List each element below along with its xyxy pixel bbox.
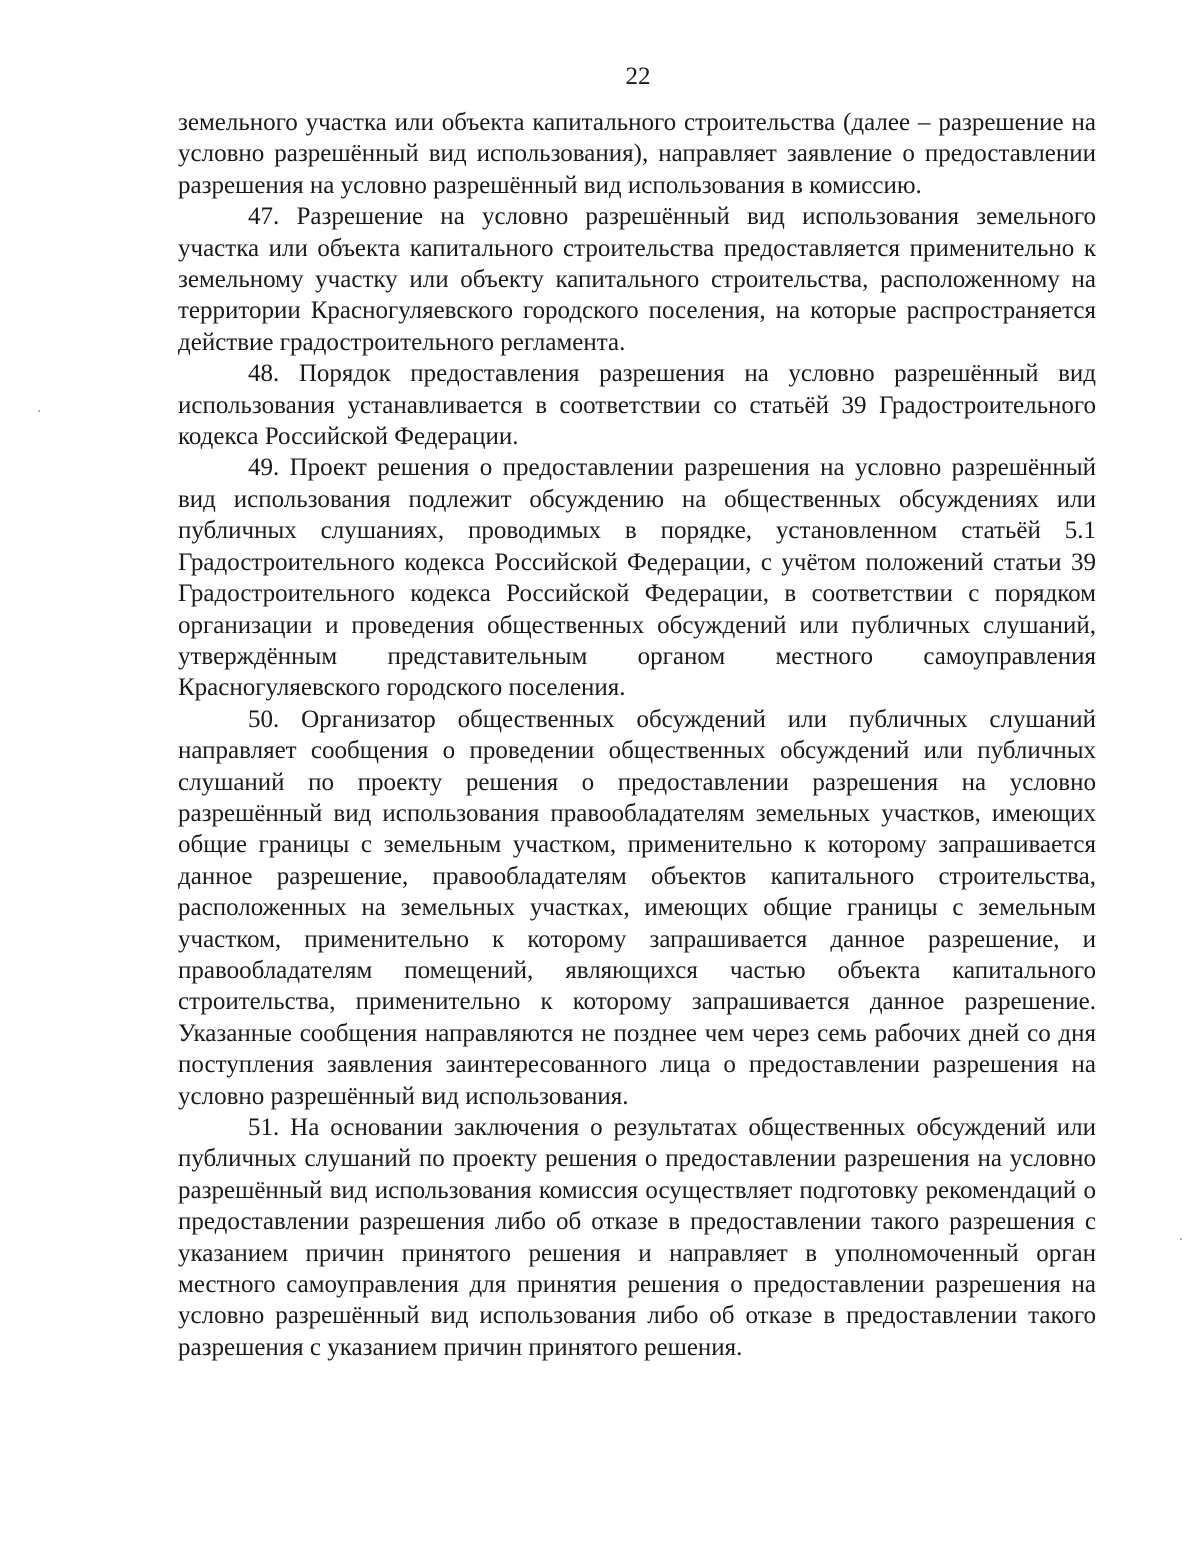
scan-speck (38, 410, 40, 412)
paragraph-48: 48. Порядок предоставления разрешения на условно разрешённый вид использования устанавливается в соответствии со статьёй 39 Градостроительного кодекса Российской Федерации. (178, 360, 1096, 451)
paragraph-47: 47. Разрешение на условно разрешённый вид использования земельного участка или объекта капитального строительства предоставляется применительно к земельному участку или объекту капитального строительства, расположенному на территории Красногуляевского городского поселения, на которые распространяется действие градостроительного регламента. (178, 203, 1096, 356)
paragraph-continuation: земельного участка или объекта капитального строительства (далее – разрешение на условно разрешённый вид использования), направляет заявление о предоставлении разрешения на условно разрешённый вид использования в комиссию. (178, 109, 1096, 199)
page-number: 22 (625, 63, 651, 90)
paragraph-50: 50. Организатор общественных обсуждений или публичных слушаний направляет сообщения о проведении общественных обсуждений или публичных слушаний по проекту решения о предоставлении разрешения на условно разрешённый вид использования правообладателям земельных участков, имеющих общие границы с земельным участком, применительно к которому запрашивается данное разрешение, правообладателям объектов капитального строительства, расположенных на земельных участках, имеющих общие границы с земельным участком, применительно к которому запрашивается данное разрешение, и правообладателям помещений, являющихся частью объекта капитального строительства, применительно к которому запрашивается данное разрешение. Указанные сообщения направляются не позднее чем через семь рабочих дней со дня поступления заявления заинтересованного лица о предоставлении разрешения на условно разрешённый вид использования. (178, 705, 1096, 1110)
paragraph-49: 49. Проект решения о предоставлении разрешения на условно разрешённый вид использования подлежит обсуждению на общественных обсуждениях или публичных слушаниях, проводимых в порядке, установленном статьёй 5.1 Градостроительного кодекса Российской Федерации, с учётом положений статьи 39 Градостроительного кодекса Российской Федерации, в соответствии с порядком организации и проведения общественных обсуждений или публичных слушаний, утверждённым представительным органом местного самоуправления Красногуляевского городского поселения. (178, 454, 1096, 702)
scan-speck (1180, 1238, 1182, 1240)
paragraph-51: 51. На основании заключения о результатах общественных обсуждений или публичных слушаний по проекту решения о предоставлении разрешения на условно разрешённый вид использования комиссия осуществляет подготовку рекомендаций о предоставлении разрешения либо об отказе в предоставлении такого разрешения с указанием причин принятого решения и направляет в уполномоченный орган местного самоуправления для принятия решения о предоставлении разрешения на условно разрешённый вид использования либо об отказе в предоставлении такого разрешения с указанием причин принятого решения. (178, 1114, 1096, 1361)
document-body (178, 107, 1096, 1363)
